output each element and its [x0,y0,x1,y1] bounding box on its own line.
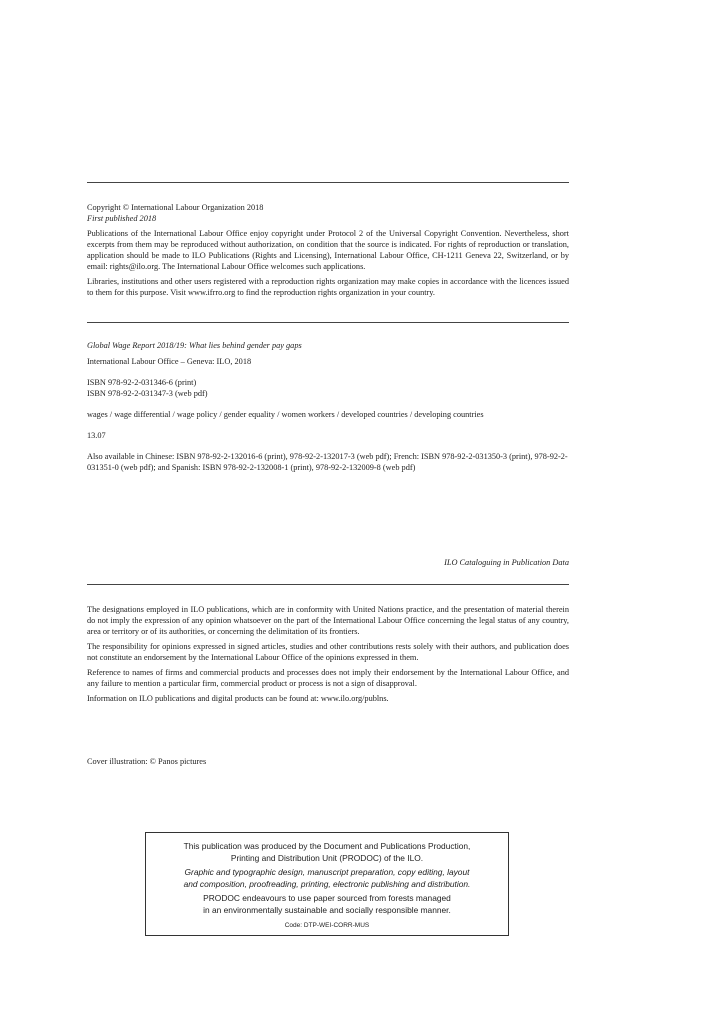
production-line-5: PRODOC endeavours to use paper sourced from forests managed [203,893,451,903]
production-line-6: in an environmentally sustainable and socially responsible manner. [203,904,451,915]
production-line-4: and composition, proofreading, printing, electronic publishing and distribution. [183,878,471,889]
publication-title: Global Wage Report 2018/19: What lies behind gender pay gaps [87,341,302,350]
top-divider [87,182,569,183]
cataloguing-label: ILO Cataloguing in Publication Data [444,558,569,567]
responsibility-paragraph: The responsibility for opinions expressed in signed articles, studies and other contributions rests solely with their authors, and publication does not constitute an endorsement by the International Labour Office of the opinions expressed in them. [87,642,569,662]
reference-paragraph: Reference to names of firms and commercial products and processes does not imply their endorsement by the International Labour Office, and any failure to mention a particular firm, commercial product or process is not a sign of disapproval. [87,668,569,688]
copyright-paragraph: Publications of the International Labour Office enjoy copyright under Protocol 2 of the Universal Copyright Convention. Nevertheless, short excerpts from them may be reproduced without authorization, on condition that the source is indicated. For rights of reproduction or translation, application should be made to ILO Publications (Rights and Licensing), International Labour Office, CH-1211 Geneva 22, Switzerland, or by email: rights@ilo.org. The International Labour Office welcomes such applications. [87,229,569,271]
lower-divider [87,584,569,585]
publisher-line: International Labour Office – Geneva: ILO, 2018 [87,357,252,366]
production-line-2: Printing and Distribution Unit (PRODOC) of the ILO. [230,852,424,863]
copyright-line: Copyright © International Labour Organization 2018 [87,203,264,212]
first-published: First published 2018 [87,214,157,223]
isbn-print: ISBN 978-92-2-031346-6 (print) [87,378,197,387]
classification-code: 13.07 [87,431,106,440]
reproduction-paragraph: Libraries, institutions and other users registered with a reproduction rights organization may make copies in accordance with the licences issued to them for this purpose. Visit www.ifrro.org to find the reproduction rights organization in your country. [87,277,569,297]
also-available: Also available in Chinese: ISBN 978-92-2-132016-6 (print), 978-92-2-132017-3 (web pdf); French: ISBN 978-92-2-031350-3 (print), 978-92-2-031351-0 (web pdf); and Spanish: ISBN 978-92-2-132008-1 (print), 978-92-2-132009-8 (web pdf) [87,452,568,472]
production-line-1: This publication was produced by the Document and Publications Production, [183,841,471,851]
disclaimer-section [87,604,569,704]
production-code: Code: DTP-WEI-CORR-MUS [284,922,370,929]
copyright-section [87,202,569,298]
middle-divider [87,322,569,323]
isbn-pdf: ISBN 978-92-2-031347-3 (web pdf) [87,389,208,398]
cover-illustration-credit: Cover illustration: © Panos pictures [87,757,207,766]
production-box [145,832,509,936]
designations-paragraph: The designations employed in ILO publications, which are in conformity with United Nations practice, and the presentation of material therein do not imply the expression of any opinion whatsoever on the part of the International Labour Office concerning the legal status of any country, area or territory or of its authorities, or concerning the delimitation of its frontiers. [87,605,569,636]
information-paragraph: Information on ILO publications and digital products can be found at: www.ilo.org/publns. [87,694,389,703]
cataloguing-section [87,340,569,473]
keywords: wages / wage differential / wage policy / gender equality / women workers / developed countries / developing countries [87,410,484,419]
production-line-3: Graphic and typographic design, manuscript preparation, copy editing, layout [184,867,470,877]
